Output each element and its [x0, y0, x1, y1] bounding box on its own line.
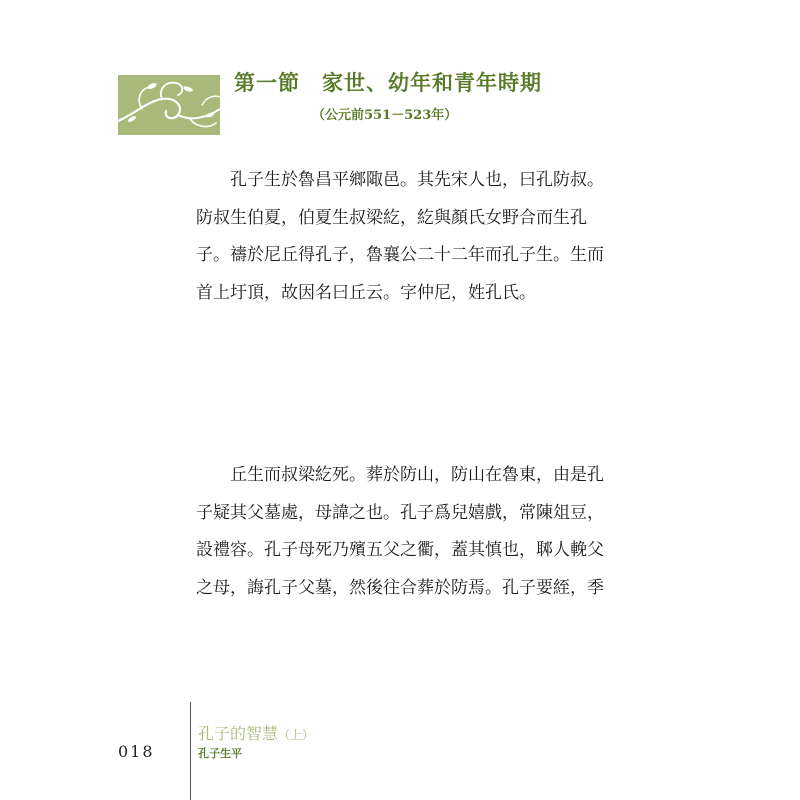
paragraph-line: 子疑其父墓處，母諱之也。孔子爲兒嬉戲，常陳俎豆， — [196, 502, 604, 523]
paragraph-line: 孔子生於魯昌平鄉陬邑。其先宋人也，曰孔防叔。 — [230, 170, 604, 190]
paragraph-line: 子。禱於尼丘得孔子，魯襄公二十二年而孔子生。生而 — [196, 245, 604, 265]
book-title-text: 孔子的智慧 — [198, 724, 279, 743]
page-number: 018 — [118, 742, 155, 761]
paragraph-line: 防叔生伯夏，伯夏生叔梁紇，紇與顏氏女野合而生孔 — [196, 207, 587, 228]
paragraph-line: 之母，誨孔子父墓，然後往合葬於防焉。孔子要絰，季 — [196, 577, 604, 598]
section-number: 第一節 — [234, 70, 300, 95]
section-heading — [234, 67, 542, 97]
date-range: （公元前551－523年） — [312, 108, 458, 123]
chapter-label: 孔子生平 — [198, 747, 242, 760]
footer-divider — [190, 702, 191, 800]
paragraph-line: 設禮容。孔子母死乃殯五父之衢，蓋其慎也，郰人輓父 — [196, 540, 604, 560]
paragraph-2 — [196, 457, 616, 607]
paragraph-line: 丘生而叔梁紇死。葬於防山，防山在魯東，由是孔 — [230, 465, 604, 485]
paragraph-1 — [196, 162, 616, 312]
section-subtitle: 家世、幼年和青年時期 — [322, 70, 542, 95]
paragraph-line: 首上圩頂，故因名曰丘云。字仲尼，姓孔氏。 — [196, 282, 536, 303]
book-title — [198, 721, 314, 744]
vine-swirl-icon — [118, 75, 220, 135]
volume-label: （上） — [278, 728, 315, 742]
